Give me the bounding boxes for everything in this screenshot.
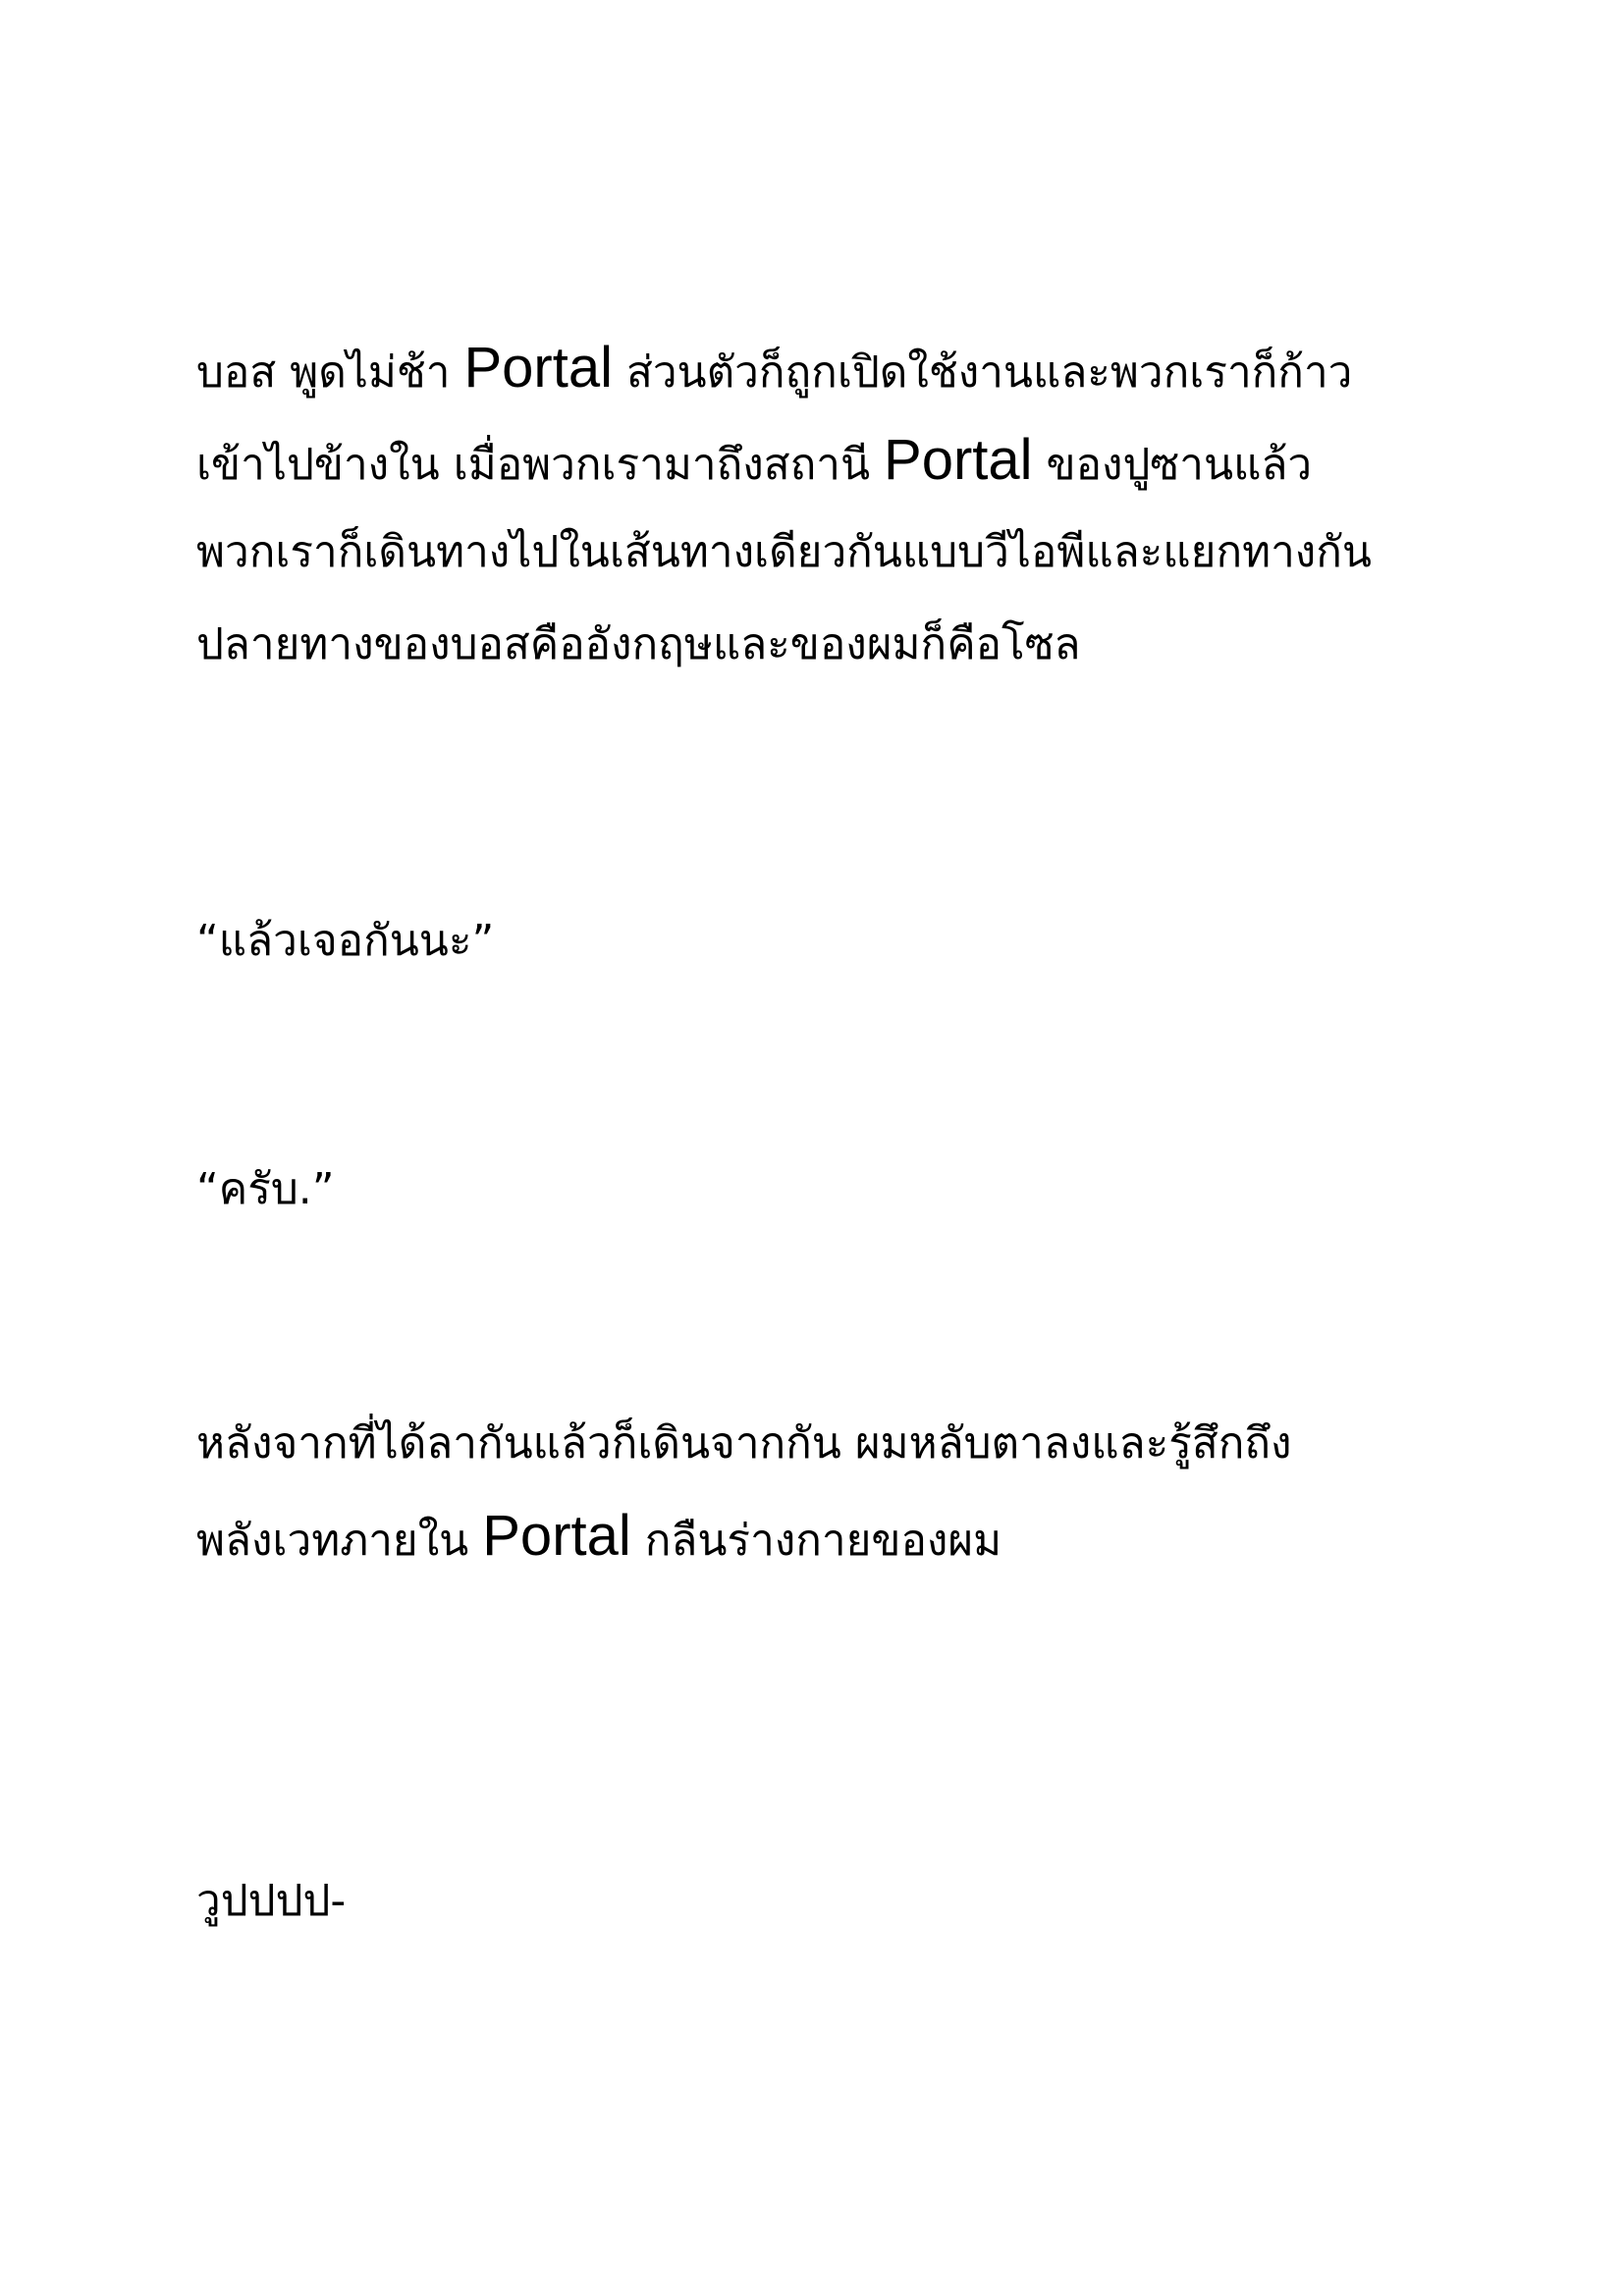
portal-word: Portal [463, 336, 613, 400]
text-line: หลังจากที่ได้ลากันแล้วก็เดินจากกัน ผมหลับตาลงและรู้สึกถึง [196, 1418, 1292, 1468]
text-line: “แล้วเจอกันนะ” [196, 916, 495, 966]
text-line [196, 414, 1473, 507]
text-line: วูปปปป- [196, 1876, 347, 1926]
text-segment: พลังเวทภายใน [196, 1516, 483, 1566]
dialogue-see-you [196, 895, 1473, 988]
paragraph-portal-journey [196, 322, 1473, 691]
portal-word: Portal [482, 1504, 631, 1568]
text-segment: เข้าไปข้างใน เมื่อพวกเรามาถึงสถานี [196, 440, 885, 490]
sound-effect [196, 1855, 1473, 1948]
text-segment: ส่วนตัวก็ถูกเปิดใช้งานและพวกเราก็ก้าว [612, 347, 1353, 398]
portal-word: Portal [884, 428, 1033, 492]
text-segment: กลืนร่างกายของผม [630, 1516, 1002, 1566]
paragraph-parting [196, 1398, 1473, 1582]
dialogue-reply [196, 1144, 1473, 1236]
text-line [196, 1490, 1473, 1582]
text-segment: บอส พูดไม่ช้า [196, 347, 464, 398]
text-line: พวกเราก็เดินทางไปในเส้นทางเดียวกันแบบวีไอพีและแยกทางกัน [196, 527, 1373, 577]
text-line: “ครับ.” [196, 1164, 335, 1214]
text-line: ปลายทางของบอสคืออังกฤษและของผมก็คือโซล [196, 619, 1081, 669]
text-segment: ของปูซานแล้ว [1032, 440, 1313, 490]
text-line [196, 322, 1473, 414]
